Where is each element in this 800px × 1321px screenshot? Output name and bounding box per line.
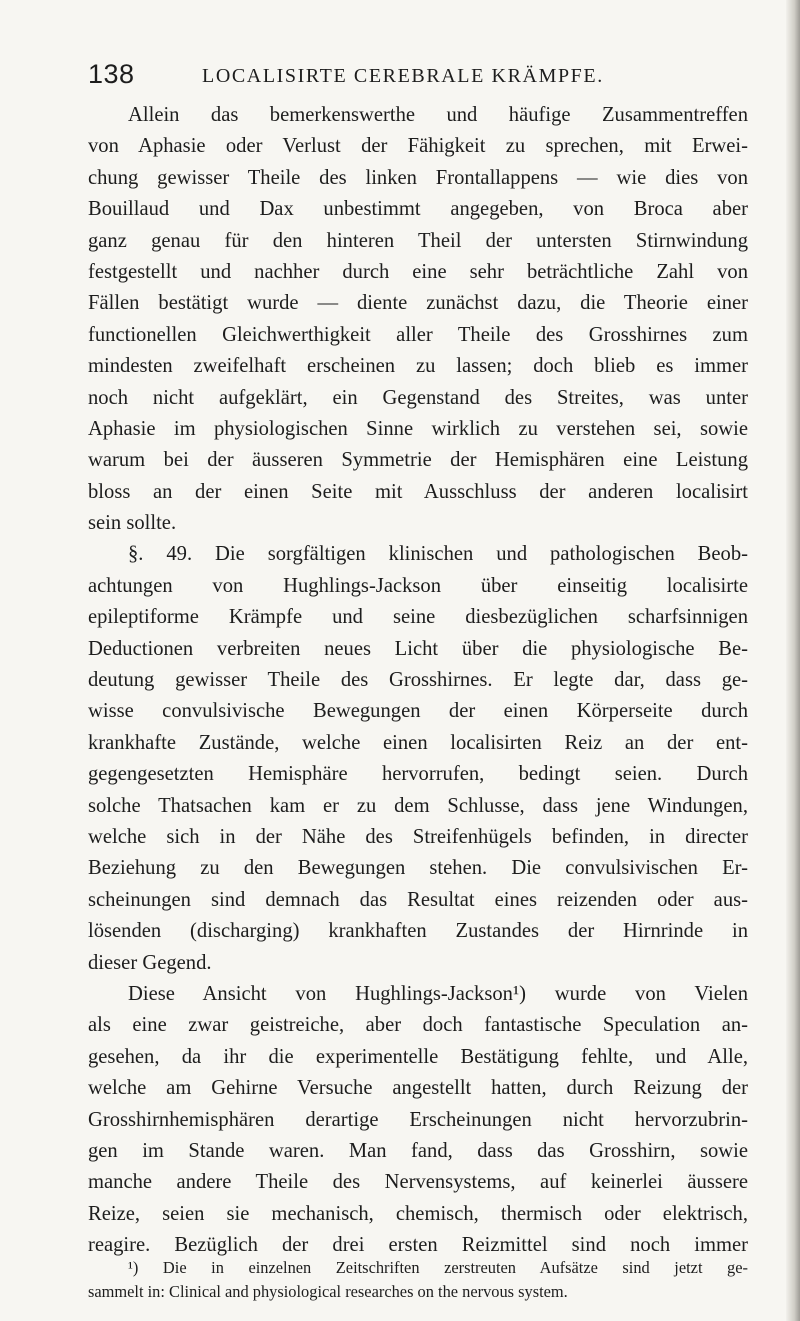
page-number: 138 <box>88 59 135 89</box>
text-line: Beziehung zu den Bewegungen stehen. Die convulsivischen Er- <box>88 857 748 880</box>
text-line: gesehen, da ihr die experimentelle Bestätigung fehlte, und Alle, <box>88 1045 748 1068</box>
text-line: sein sollte. <box>88 512 177 535</box>
text-line: Allein das bemerkenswerthe und häufige Zusammentreffen <box>128 104 748 126</box>
running-head: LOCALISIRTE CEREBRALE KRÄMPFE. <box>202 65 604 87</box>
text-line: solche Thatsachen kam er zu dem Schlusse, dass jene Windungen, <box>88 794 748 817</box>
text-line: Grosshirnhemisphären derartige Erscheinungen nicht hervorzubrin- <box>88 1108 748 1131</box>
text-line: deutung gewisser Theile des Grosshirnes. Er legte dar, dass ge- <box>88 669 748 692</box>
text-line: dieser Gegend. <box>88 951 212 974</box>
text-line: wisse convulsivische Bewegungen der einen Körperseite durch <box>88 700 748 723</box>
text-line: gen im Stande waren. Man fand, dass das Grosshirn, sowie <box>88 1139 748 1162</box>
text-line: functionellen Gleichwerthigkeit aller Theile des Grosshirnes zum <box>88 323 748 346</box>
footnote-line: ¹) Die in einzelnen Zeitschriften zerstreuten Aufsätze sind jetzt ge- <box>128 1258 748 1277</box>
text-line: gegengesetzten Hemisphäre hervorrufen, bedingt seien. Durch <box>88 763 748 786</box>
text-line: Diese Ansicht von Hughlings-Jackson¹) wurde von Vielen <box>128 982 748 1005</box>
text-line: Bouillaud und Dax unbestimmt angegeben, von Broca aber <box>88 198 748 221</box>
text-line: manche andere Theile des Nervensystems, auf keinerlei äussere <box>88 1171 748 1194</box>
text-line: als eine zwar geistreiche, aber doch fantastische Speculation an- <box>88 1014 748 1037</box>
text-line: noch nicht aufgeklärt, ein Gegenstand des Streites, was unter <box>88 386 748 409</box>
text-line: Deductionen verbreiten neues Licht über die physiologische Be- <box>88 637 748 660</box>
text-line: Fällen bestätigt wurde — diente zunächst dazu, die Theorie einer <box>88 292 748 315</box>
footnotes <box>88 1256 748 1304</box>
text-line: reagire. Bezüglich der drei ersten Reizmittel sind noch immer <box>88 1234 748 1257</box>
text-line: mindesten zweifelhaft erscheinen zu lassen; doch blieb es immer <box>88 355 748 378</box>
text-line: von Aphasie oder Verlust der Fähigkeit zu sprechen, mit Erwei- <box>88 135 748 158</box>
body-text <box>88 100 748 1261</box>
page-edge-shadow <box>786 0 800 1321</box>
text-line: ganz genau für den hinteren Theil der untersten Stirnwindung <box>88 229 748 252</box>
text-line: §. 49. Die sorgfältigen klinischen und pathologischen Beob- <box>128 543 748 566</box>
text-line: krankhafte Zustände, welche einen localisirten Reiz an der ent- <box>88 731 748 754</box>
text-line: bloss an der einen Seite mit Ausschluss der anderen localisirt <box>88 480 748 503</box>
text-line: epileptiforme Krämpfe und seine diesbezüglichen scharfsinnigen <box>88 606 748 629</box>
footnote-line: sammelt in: Clinical and physiological researches on the nervous system. <box>88 1282 568 1301</box>
page-header <box>88 58 748 94</box>
text-line: warum bei der äusseren Symmetrie der Hemisphären eine Leistung <box>88 449 748 472</box>
text-line: achtungen von Hughlings-Jackson über einseitig localisirte <box>88 574 748 597</box>
text-line: Reize, seien sie mechanisch, chemisch, thermisch oder elektrisch, <box>88 1202 748 1225</box>
text-line: welche am Gehirne Versuche angestellt hatten, durch Reizung der <box>88 1077 748 1100</box>
text-line: chung gewisser Theile des linken Frontallappens — wie dies von <box>88 166 748 189</box>
text-line: lösenden (discharging) krankhaften Zustandes der Hirnrinde in <box>88 920 748 943</box>
text-line: scheinungen sind demnach das Resultat eines reizenden oder aus- <box>88 888 748 911</box>
text-line: Aphasie im physiologischen Sinne wirklich zu verstehen sei, sowie <box>88 417 748 440</box>
text-line: welche sich in der Nähe des Streifenhügels befinden, in directer <box>88 825 748 848</box>
text-line: festgestellt und nachher durch eine sehr beträchtliche Zahl von <box>88 260 748 283</box>
